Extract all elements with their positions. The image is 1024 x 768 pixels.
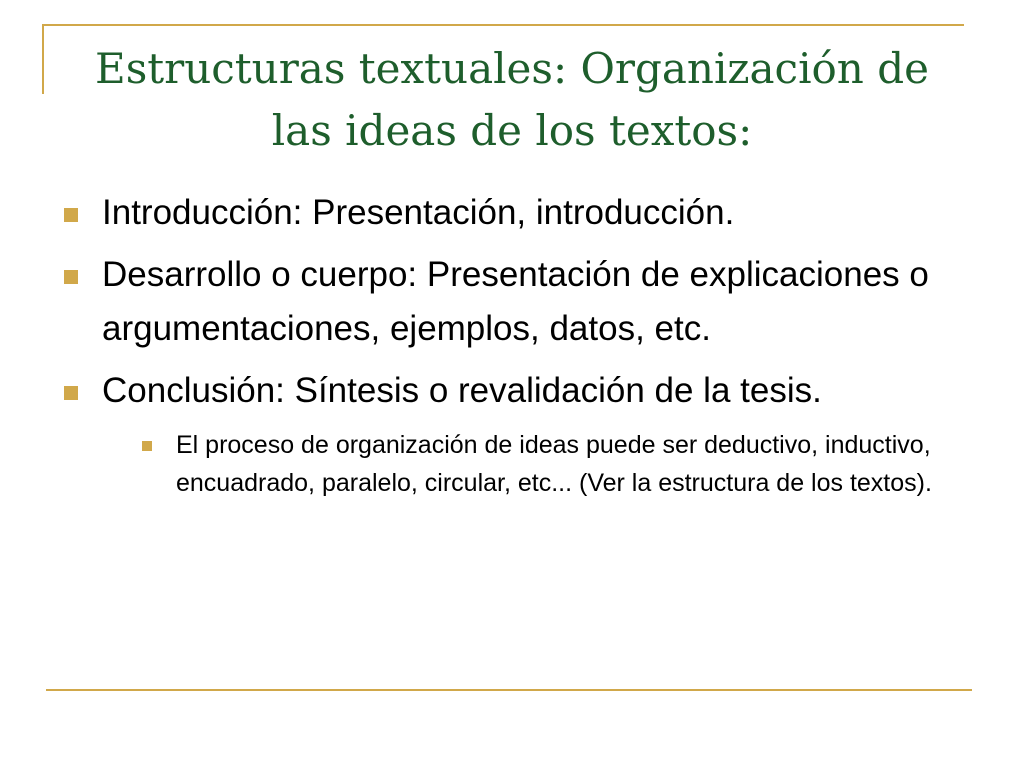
bullet-text: Desarrollo o cuerpo: Presentación de explicaciones o argumentaciones, ejemplos, datos, etc. bbox=[102, 255, 929, 348]
bullet-text: Introducción: Presentación, introducción. bbox=[102, 193, 735, 232]
bullet-item-introduccion bbox=[62, 186, 962, 240]
square-bullet-icon bbox=[64, 270, 78, 284]
frame-left-line bbox=[42, 24, 44, 94]
square-bullet-icon bbox=[64, 208, 78, 222]
bullet-item-conclusion bbox=[62, 364, 962, 502]
square-sub-bullet-icon bbox=[142, 441, 152, 451]
sub-bullet-list bbox=[102, 426, 962, 502]
slide-title: Estructuras textuales: Organización de las ideas de los textos: bbox=[95, 44, 929, 155]
frame-bottom-line bbox=[46, 689, 972, 691]
sub-bullet-text: El proceso de organización de ideas puede ser deductivo, inductivo, encuadrado, paralelo, circular, etc... (Ver la estructura de los textos). bbox=[176, 431, 932, 497]
bullet-list bbox=[62, 186, 962, 510]
sub-bullet-item bbox=[102, 426, 962, 502]
frame-top-line bbox=[42, 24, 964, 26]
bullet-text: Conclusión: Síntesis o revalidación de la tesis. bbox=[102, 371, 822, 410]
square-bullet-icon bbox=[64, 386, 78, 400]
bullet-item-desarrollo bbox=[62, 248, 962, 356]
